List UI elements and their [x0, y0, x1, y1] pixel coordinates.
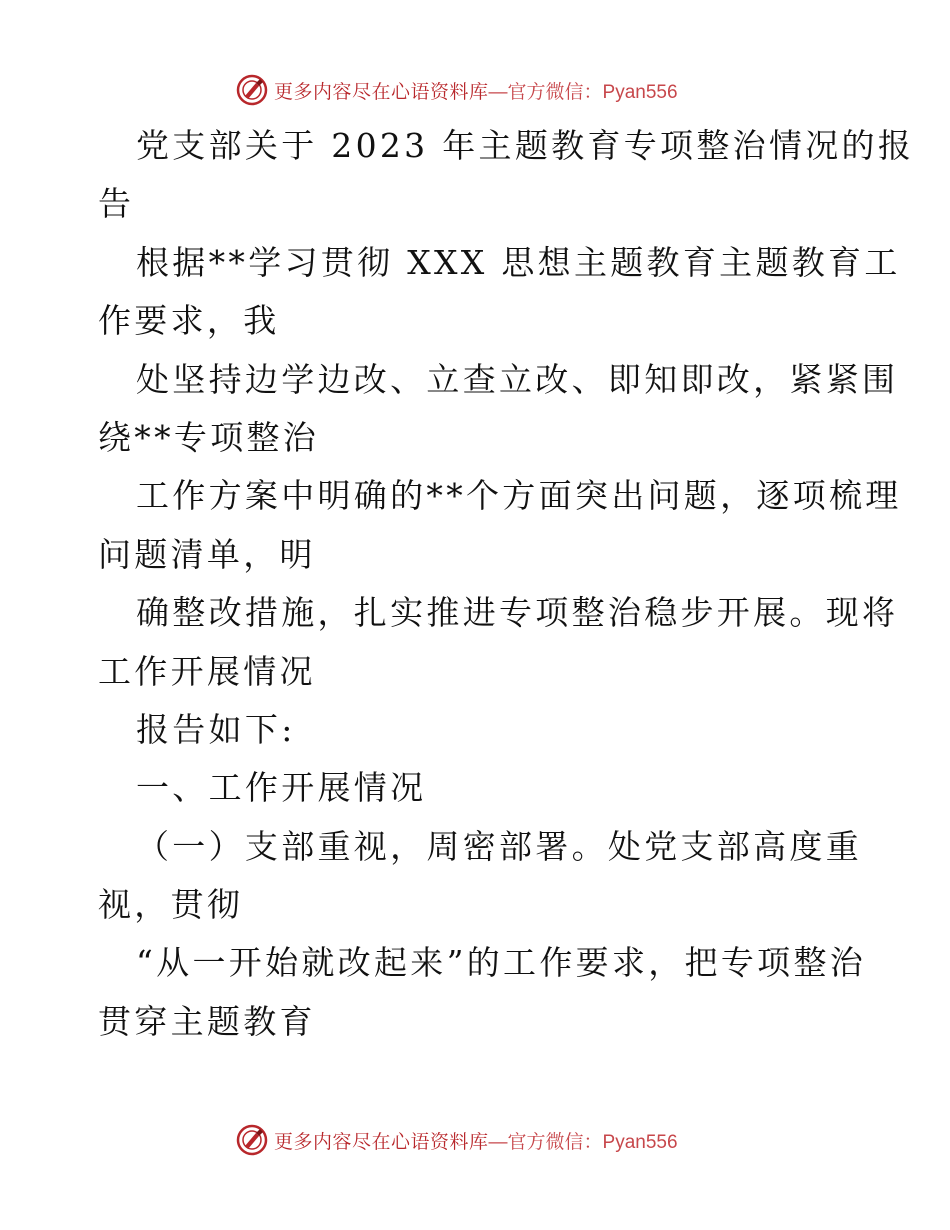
watermark-wechat: —官方微信：Pyan556 [488, 81, 678, 103]
watermark-label: 更多内容尽在心语资料库 [274, 1130, 489, 1153]
watermark-header [236, 73, 678, 107]
paragraph-line: 工作开展情况 [98, 651, 316, 691]
title-line-2: 告 [98, 184, 135, 224]
watermark-footer [236, 1123, 678, 1157]
paragraph-line: 贯穿主题教育 [98, 1001, 316, 1041]
seal-logo-icon [236, 74, 268, 106]
paragraph-line: 问题清单，明 [98, 534, 316, 574]
watermark-label: 更多内容尽在心语资料库 [274, 80, 489, 103]
paragraph-line: 绕**专项整治 [98, 417, 320, 457]
watermark-wechat: —官方微信：Pyan556 [488, 1131, 678, 1153]
document-body [98, 117, 915, 1051]
paragraph-line: 根据**学习贯彻 XXX 思想主题教育主题教育工 [136, 242, 901, 282]
paragraph-line: 工作方案中明确的**个方面突出问题，逐项梳理 [136, 476, 902, 516]
paragraph-line: 视，贯彻 [98, 885, 244, 925]
paragraph-line: 报告如下: [136, 709, 296, 749]
title-line-1: 党支部关于 2023 年主题教育专项整治情况的报 [136, 126, 915, 165]
paragraph-line: 确整改措施，扎实推进专项整治稳步开展。现将 [136, 593, 899, 633]
paragraph-line: 作要求，我 [98, 301, 280, 341]
subsection-line: （一）支部重视，周密部署。处党支部高度重 [136, 826, 862, 866]
seal-logo-icon [236, 1124, 268, 1156]
section-heading: 一、工作开展情况 [136, 768, 427, 808]
paragraph-line: “从一开始就改起来”的工作要求，把专项整治 [136, 943, 867, 983]
paragraph-line: 处坚持边学边改、立查立改、即知即改，紧紧围 [136, 359, 899, 399]
